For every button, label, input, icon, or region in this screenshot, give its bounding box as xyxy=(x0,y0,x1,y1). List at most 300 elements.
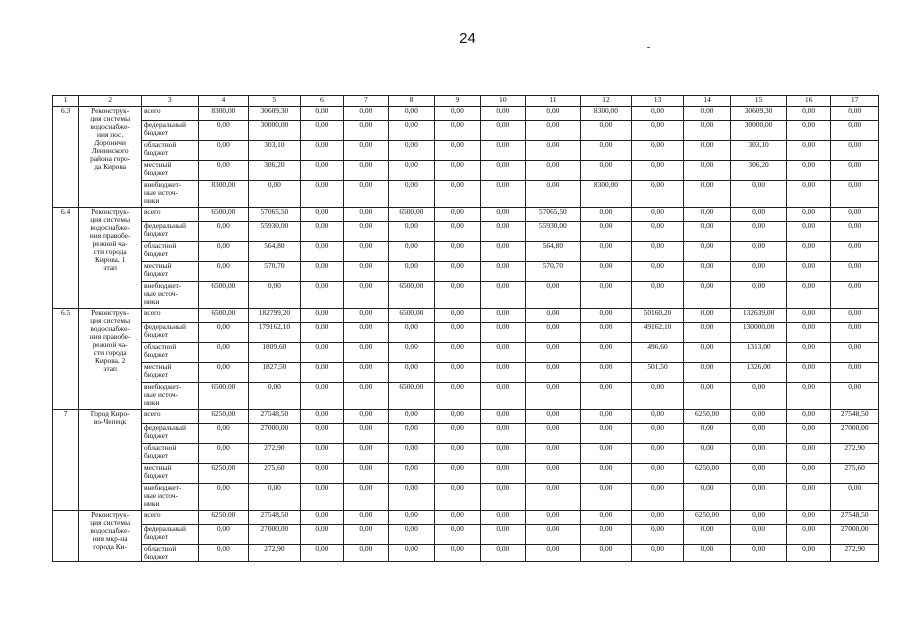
amount-cell: 0,00 xyxy=(526,282,581,309)
table-row xyxy=(53,484,879,511)
amount-cell: 0,00 xyxy=(198,161,249,181)
amount-cell: 0,00 xyxy=(388,464,435,484)
funding-source: внебюджет- ные источ- ники xyxy=(141,383,198,410)
amount-cell: 0,00 xyxy=(344,424,388,444)
amount-cell: 0,00 xyxy=(526,464,581,484)
amount-cell: 0,00 xyxy=(300,161,343,181)
amount-cell: 0,00 xyxy=(198,525,249,545)
amount-cell: 6250,00 xyxy=(198,511,249,525)
amount-cell: 0,00 xyxy=(786,141,830,161)
amount-cell: 1313,00 xyxy=(731,343,787,363)
amount-cell: 570,70 xyxy=(249,262,301,282)
table-row xyxy=(53,410,879,424)
amount-cell: 8300,00 xyxy=(580,181,632,208)
amount-cell: 496,60 xyxy=(632,343,684,363)
amount-cell: 0,00 xyxy=(683,208,731,222)
amount-cell: 0,00 xyxy=(831,323,879,343)
amount-cell: 0,00 xyxy=(831,242,879,262)
amount-cell: 0,00 xyxy=(344,141,388,161)
amount-cell: 0,00 xyxy=(683,383,731,410)
amount-cell: 0,00 xyxy=(786,121,830,141)
funding-source: всего xyxy=(141,410,198,424)
amount-cell: 0,00 xyxy=(632,282,684,309)
amount-cell: 6250,00 xyxy=(683,464,731,484)
amount-cell: 0,00 xyxy=(480,208,525,222)
amount-cell: 27548,50 xyxy=(249,511,301,525)
table-row xyxy=(53,323,879,343)
amount-cell: 0,00 xyxy=(249,383,301,410)
amount-cell: 0,00 xyxy=(300,444,343,464)
amount-cell: 0,00 xyxy=(786,262,830,282)
page-number: 24 xyxy=(459,30,476,47)
amount-cell: 6500,00 xyxy=(198,383,249,410)
amount-cell: 0,00 xyxy=(526,121,581,141)
item-number: 6.4 xyxy=(53,208,79,309)
amount-cell: 0,00 xyxy=(435,484,480,511)
amount-cell: 0,00 xyxy=(683,181,731,208)
amount-cell: 6250,00 xyxy=(683,511,731,525)
amount-cell: 0,00 xyxy=(786,484,830,511)
amount-cell: 130000,00 xyxy=(731,323,787,343)
amount-cell: 0,00 xyxy=(580,242,632,262)
amount-cell: 0,00 xyxy=(344,107,388,121)
amount-cell: 0,00 xyxy=(632,262,684,282)
table-row xyxy=(53,363,879,383)
amount-cell: 275,60 xyxy=(249,464,301,484)
amount-cell: 30609,30 xyxy=(249,107,301,121)
amount-cell: 0,00 xyxy=(683,525,731,545)
amount-cell: 8300,00 xyxy=(198,181,249,208)
amount-cell: 0,00 xyxy=(344,383,388,410)
table-row xyxy=(53,242,879,262)
amount-cell: 30000,00 xyxy=(249,121,301,141)
amount-cell: 0,00 xyxy=(480,383,525,410)
funding-source: всего xyxy=(141,107,198,121)
item-name: Реконструк- ция системы водоснабже- ния пос. Дороничи Ленинского района горо- да Кирова xyxy=(79,107,142,208)
amount-cell: 0,00 xyxy=(198,222,249,242)
amount-cell: 0,00 xyxy=(435,242,480,262)
funding-source: местный бюджет xyxy=(141,363,198,383)
amount-cell: 27548,50 xyxy=(831,410,879,424)
amount-cell: 0,00 xyxy=(344,484,388,511)
amount-cell: 0,00 xyxy=(435,222,480,242)
amount-cell: 272,90 xyxy=(249,444,301,464)
amount-cell: 0,00 xyxy=(786,309,830,323)
amount-cell: 306,20 xyxy=(731,161,787,181)
amount-cell: 0,00 xyxy=(786,343,830,363)
amount-cell: 0,00 xyxy=(731,525,787,545)
amount-cell: 0,00 xyxy=(344,309,388,323)
amount-cell: 0,00 xyxy=(344,242,388,262)
amount-cell: 0,00 xyxy=(526,444,581,464)
amount-cell: 0,00 xyxy=(344,363,388,383)
amount-cell: 0,00 xyxy=(786,525,830,545)
amount-cell: 57065,50 xyxy=(526,208,581,222)
amount-cell: 0,00 xyxy=(526,309,581,323)
amount-cell: 0,00 xyxy=(198,262,249,282)
amount-cell: 0,00 xyxy=(731,242,787,262)
amount-cell: 0,00 xyxy=(683,343,731,363)
amount-cell: 0,00 xyxy=(526,343,581,363)
amount-cell: 0,00 xyxy=(683,107,731,121)
funding-source: внебюджет- ные источ- ники xyxy=(141,484,198,511)
amount-cell: 0,00 xyxy=(526,181,581,208)
amount-cell: 0,00 xyxy=(300,363,343,383)
amount-cell: 0,00 xyxy=(300,242,343,262)
amount-cell: 0,00 xyxy=(435,424,480,444)
amount-cell: 0,00 xyxy=(435,262,480,282)
item-name: Реконструк- ция системы водоснабже- ния правобе- режной ча- сти города Кирова, 1 этап xyxy=(79,208,142,309)
amount-cell: 6500,00 xyxy=(198,208,249,222)
amount-cell: 0,00 xyxy=(632,464,684,484)
amount-cell: 0,00 xyxy=(480,363,525,383)
amount-cell: 0,00 xyxy=(526,161,581,181)
amount-cell: 0,00 xyxy=(831,363,879,383)
amount-cell: 1809,60 xyxy=(249,343,301,363)
amount-cell: 0,00 xyxy=(632,444,684,464)
amount-cell: 55930,00 xyxy=(526,222,581,242)
amount-cell: 0,00 xyxy=(249,181,301,208)
amount-cell: 0,00 xyxy=(300,424,343,444)
amount-cell: 501,50 xyxy=(632,363,684,383)
amount-cell: 303,10 xyxy=(731,141,787,161)
amount-cell: 0,00 xyxy=(435,343,480,363)
amount-cell: 0,00 xyxy=(632,208,684,222)
amount-cell: 0,00 xyxy=(526,107,581,121)
item-number xyxy=(53,511,79,562)
amount-cell: 0,00 xyxy=(786,545,830,562)
amount-cell: 0,00 xyxy=(683,363,731,383)
column-header: 11 xyxy=(526,96,581,107)
amount-cell: 0,00 xyxy=(786,323,830,343)
item-number: 6.3 xyxy=(53,107,79,208)
funding-source: областной бюджет xyxy=(141,343,198,363)
amount-cell: 0,00 xyxy=(388,511,435,525)
column-header: 7 xyxy=(344,96,388,107)
amount-cell: 0,00 xyxy=(480,121,525,141)
amount-cell: 0,00 xyxy=(731,262,787,282)
amount-cell: 0,00 xyxy=(731,545,787,562)
amount-cell: 0,00 xyxy=(683,262,731,282)
amount-cell: 0,00 xyxy=(526,545,581,562)
amount-cell: 0,00 xyxy=(632,141,684,161)
column-header: 13 xyxy=(632,96,684,107)
amount-cell: 0,00 xyxy=(831,309,879,323)
amount-cell: 0,00 xyxy=(198,484,249,511)
amount-cell: 0,00 xyxy=(480,525,525,545)
amount-cell: 0,00 xyxy=(480,323,525,343)
amount-cell: 30609,30 xyxy=(731,107,787,121)
amount-cell: 0,00 xyxy=(435,464,480,484)
amount-cell: 0,00 xyxy=(580,484,632,511)
funding-source: всего xyxy=(141,511,198,525)
amount-cell: 0,00 xyxy=(435,410,480,424)
amount-cell: 0,00 xyxy=(344,525,388,545)
funding-source: областной бюджет xyxy=(141,242,198,262)
table-row xyxy=(53,121,879,141)
amount-cell: 0,00 xyxy=(435,383,480,410)
amount-cell: 303,10 xyxy=(249,141,301,161)
amount-cell: 0,00 xyxy=(831,222,879,242)
amount-cell: 0,00 xyxy=(480,181,525,208)
column-header: 14 xyxy=(683,96,731,107)
amount-cell: 0,00 xyxy=(526,323,581,343)
amount-cell: 0,00 xyxy=(435,282,480,309)
amount-cell: 0,00 xyxy=(580,464,632,484)
amount-cell: 0,00 xyxy=(198,363,249,383)
amount-cell: 0,00 xyxy=(388,410,435,424)
amount-cell: 0,00 xyxy=(731,464,787,484)
amount-cell: 0,00 xyxy=(580,121,632,141)
amount-cell: 0,00 xyxy=(344,511,388,525)
amount-cell: 0,00 xyxy=(480,262,525,282)
amount-cell: 0,00 xyxy=(198,424,249,444)
amount-cell: 0,00 xyxy=(480,343,525,363)
amount-cell: 0,00 xyxy=(632,242,684,262)
amount-cell: 132639,00 xyxy=(731,309,787,323)
amount-cell: 182799,20 xyxy=(249,309,301,323)
amount-cell: 0,00 xyxy=(786,208,830,222)
amount-cell: 0,00 xyxy=(480,242,525,262)
amount-cell: 0,00 xyxy=(731,181,787,208)
amount-cell: 0,00 xyxy=(198,121,249,141)
amount-cell: 27548,50 xyxy=(831,511,879,525)
amount-cell: 0,00 xyxy=(344,161,388,181)
amount-cell: 0,00 xyxy=(580,323,632,343)
amount-cell: 8300,00 xyxy=(198,107,249,121)
table-row xyxy=(53,545,879,562)
amount-cell: 0,00 xyxy=(388,363,435,383)
table-row xyxy=(53,343,879,363)
amount-cell: 0,00 xyxy=(632,484,684,511)
funding-source: местный бюджет xyxy=(141,161,198,181)
amount-cell: 272,90 xyxy=(831,545,879,562)
amount-cell: 0,00 xyxy=(731,484,787,511)
amount-cell: 0,00 xyxy=(435,141,480,161)
amount-cell: 0,00 xyxy=(632,525,684,545)
amount-cell: 0,00 xyxy=(731,410,787,424)
amount-cell: 0,00 xyxy=(388,107,435,121)
amount-cell: 0,00 xyxy=(526,525,581,545)
amount-cell: 0,00 xyxy=(632,545,684,562)
amount-cell: 0,00 xyxy=(786,181,830,208)
amount-cell: 0,00 xyxy=(388,222,435,242)
amount-cell: 0,00 xyxy=(344,323,388,343)
amount-cell: 0,00 xyxy=(731,444,787,464)
column-header: 5 xyxy=(249,96,301,107)
amount-cell: 0,00 xyxy=(831,484,879,511)
amount-cell: 0,00 xyxy=(388,424,435,444)
amount-cell: 0,00 xyxy=(683,282,731,309)
funding-source: федеральный бюджет xyxy=(141,424,198,444)
item-number: 6.5 xyxy=(53,309,79,410)
amount-cell: 0,00 xyxy=(249,282,301,309)
amount-cell: 0,00 xyxy=(786,107,830,121)
amount-cell: 0,00 xyxy=(580,309,632,323)
amount-cell: 0,00 xyxy=(786,242,830,262)
amount-cell: 0,00 xyxy=(683,141,731,161)
amount-cell: 0,00 xyxy=(388,343,435,363)
amount-cell: 50160,20 xyxy=(632,309,684,323)
amount-cell: 0,00 xyxy=(480,545,525,562)
amount-cell: 0,00 xyxy=(831,262,879,282)
amount-cell: 0,00 xyxy=(683,545,731,562)
amount-cell: 0,00 xyxy=(300,383,343,410)
amount-cell: 0,00 xyxy=(435,121,480,141)
amount-cell: 0,00 xyxy=(435,161,480,181)
amount-cell: 0,00 xyxy=(435,309,480,323)
funding-source: местный бюджет xyxy=(141,262,198,282)
amount-cell: 0,00 xyxy=(580,383,632,410)
amount-cell: 0,00 xyxy=(580,282,632,309)
amount-cell: 0,00 xyxy=(480,107,525,121)
amount-cell: 0,00 xyxy=(198,323,249,343)
amount-cell: 306,20 xyxy=(249,161,301,181)
funding-source: федеральный бюджет xyxy=(141,525,198,545)
amount-cell: 275,60 xyxy=(831,464,879,484)
amount-cell: 0,00 xyxy=(300,511,343,525)
amount-cell: 0,00 xyxy=(632,107,684,121)
amount-cell: 0,00 xyxy=(388,121,435,141)
amount-cell: 0,00 xyxy=(435,444,480,464)
amount-cell: 0,00 xyxy=(300,484,343,511)
table-row xyxy=(53,161,879,181)
amount-cell: 0,00 xyxy=(480,444,525,464)
amount-cell: 0,00 xyxy=(300,282,343,309)
amount-cell: 0,00 xyxy=(526,363,581,383)
amount-cell: 0,00 xyxy=(388,444,435,464)
amount-cell: 0,00 xyxy=(388,181,435,208)
amount-cell: 0,00 xyxy=(580,363,632,383)
amount-cell: 0,00 xyxy=(786,383,830,410)
amount-cell: 0,00 xyxy=(480,511,525,525)
amount-cell: 6250,00 xyxy=(198,410,249,424)
amount-cell: 0,00 xyxy=(480,282,525,309)
amount-cell: 0,00 xyxy=(580,208,632,222)
amount-cell: 0,00 xyxy=(388,161,435,181)
amount-cell: 0,00 xyxy=(435,545,480,562)
funding-source: всего xyxy=(141,309,198,323)
amount-cell: 0,00 xyxy=(344,121,388,141)
funding-table xyxy=(52,95,879,562)
column-header: 8 xyxy=(388,96,435,107)
amount-cell: 0,00 xyxy=(632,181,684,208)
amount-cell: 57065,50 xyxy=(249,208,301,222)
amount-cell: 0,00 xyxy=(388,484,435,511)
amount-cell: 0,00 xyxy=(683,424,731,444)
amount-cell: 0,00 xyxy=(526,383,581,410)
column-header: 2 xyxy=(79,96,142,107)
funding-source: областной бюджет xyxy=(141,141,198,161)
amount-cell: 0,00 xyxy=(435,511,480,525)
amount-cell: 6250,00 xyxy=(683,410,731,424)
amount-cell: 0,00 xyxy=(300,107,343,121)
amount-cell: 0,00 xyxy=(786,444,830,464)
amount-cell: 6500,00 xyxy=(388,383,435,410)
amount-cell: 0,00 xyxy=(580,444,632,464)
amount-cell: 0,00 xyxy=(198,343,249,363)
amount-cell: 0,00 xyxy=(786,464,830,484)
funding-source: федеральный бюджет xyxy=(141,121,198,141)
amount-cell: 1827,50 xyxy=(249,363,301,383)
funding-source: внебюджет- ные источ- ники xyxy=(141,181,198,208)
funding-source: местный бюджет xyxy=(141,464,198,484)
amount-cell: 0,00 xyxy=(683,323,731,343)
table-row xyxy=(53,262,879,282)
item-name: Реконструк- ция системы водоснабже- ния правобе- режной ча- сти города Кирова, 2 этап xyxy=(79,309,142,410)
amount-cell: 30000,00 xyxy=(731,121,787,141)
amount-cell: 0,00 xyxy=(731,383,787,410)
amount-cell: 0,00 xyxy=(388,525,435,545)
amount-cell: 0,00 xyxy=(388,545,435,562)
amount-cell: 27548,50 xyxy=(249,410,301,424)
amount-cell: 0,00 xyxy=(683,242,731,262)
amount-cell: 0,00 xyxy=(388,323,435,343)
column-header: 10 xyxy=(480,96,525,107)
funding-source: областной бюджет xyxy=(141,545,198,562)
amount-cell: 0,00 xyxy=(480,141,525,161)
amount-cell: 0,00 xyxy=(300,262,343,282)
amount-cell: 0,00 xyxy=(786,282,830,309)
amount-cell: 0,00 xyxy=(786,161,830,181)
amount-cell: 179162,10 xyxy=(249,323,301,343)
amount-cell: 0,00 xyxy=(300,525,343,545)
amount-cell: 0,00 xyxy=(435,181,480,208)
amount-cell: 0,00 xyxy=(580,141,632,161)
column-header: 16 xyxy=(786,96,830,107)
amount-cell: 0,00 xyxy=(786,424,830,444)
item-number: 7 xyxy=(53,410,79,511)
amount-cell: 0,00 xyxy=(300,464,343,484)
amount-cell: 6500,00 xyxy=(388,282,435,309)
table-row xyxy=(53,141,879,161)
table-row xyxy=(53,309,879,323)
table-row xyxy=(53,444,879,464)
amount-cell: 0,00 xyxy=(831,121,879,141)
column-header: 1 xyxy=(53,96,79,107)
amount-cell: 6500,00 xyxy=(388,208,435,222)
amount-cell: 27000,00 xyxy=(249,525,301,545)
amount-cell: 0,00 xyxy=(480,222,525,242)
amount-cell: 0,00 xyxy=(344,444,388,464)
amount-cell: 0,00 xyxy=(731,222,787,242)
amount-cell: 0,00 xyxy=(731,208,787,222)
amount-cell: 6250,00 xyxy=(198,464,249,484)
amount-cell: 6500,00 xyxy=(388,309,435,323)
amount-cell: 0,00 xyxy=(300,309,343,323)
amount-cell: 0,00 xyxy=(580,525,632,545)
amount-cell: 0,00 xyxy=(435,107,480,121)
amount-cell: 272,90 xyxy=(831,444,879,464)
amount-cell: 0,00 xyxy=(480,424,525,444)
table-row xyxy=(53,208,879,222)
amount-cell: 564,80 xyxy=(526,242,581,262)
amount-cell: 0,00 xyxy=(683,121,731,141)
amount-cell: 0,00 xyxy=(344,222,388,242)
table-row xyxy=(53,383,879,410)
amount-cell: 49162,10 xyxy=(632,323,684,343)
amount-cell: 0,00 xyxy=(632,511,684,525)
column-header: 15 xyxy=(731,96,787,107)
amount-cell: 0,00 xyxy=(786,511,830,525)
amount-cell: 0,00 xyxy=(344,343,388,363)
amount-cell: 0,00 xyxy=(300,545,343,562)
amount-cell: 564,80 xyxy=(249,242,301,262)
column-header: 17 xyxy=(831,96,879,107)
amount-cell: 0,00 xyxy=(786,222,830,242)
amount-cell: 0,00 xyxy=(831,282,879,309)
amount-cell: 1326,00 xyxy=(731,363,787,383)
